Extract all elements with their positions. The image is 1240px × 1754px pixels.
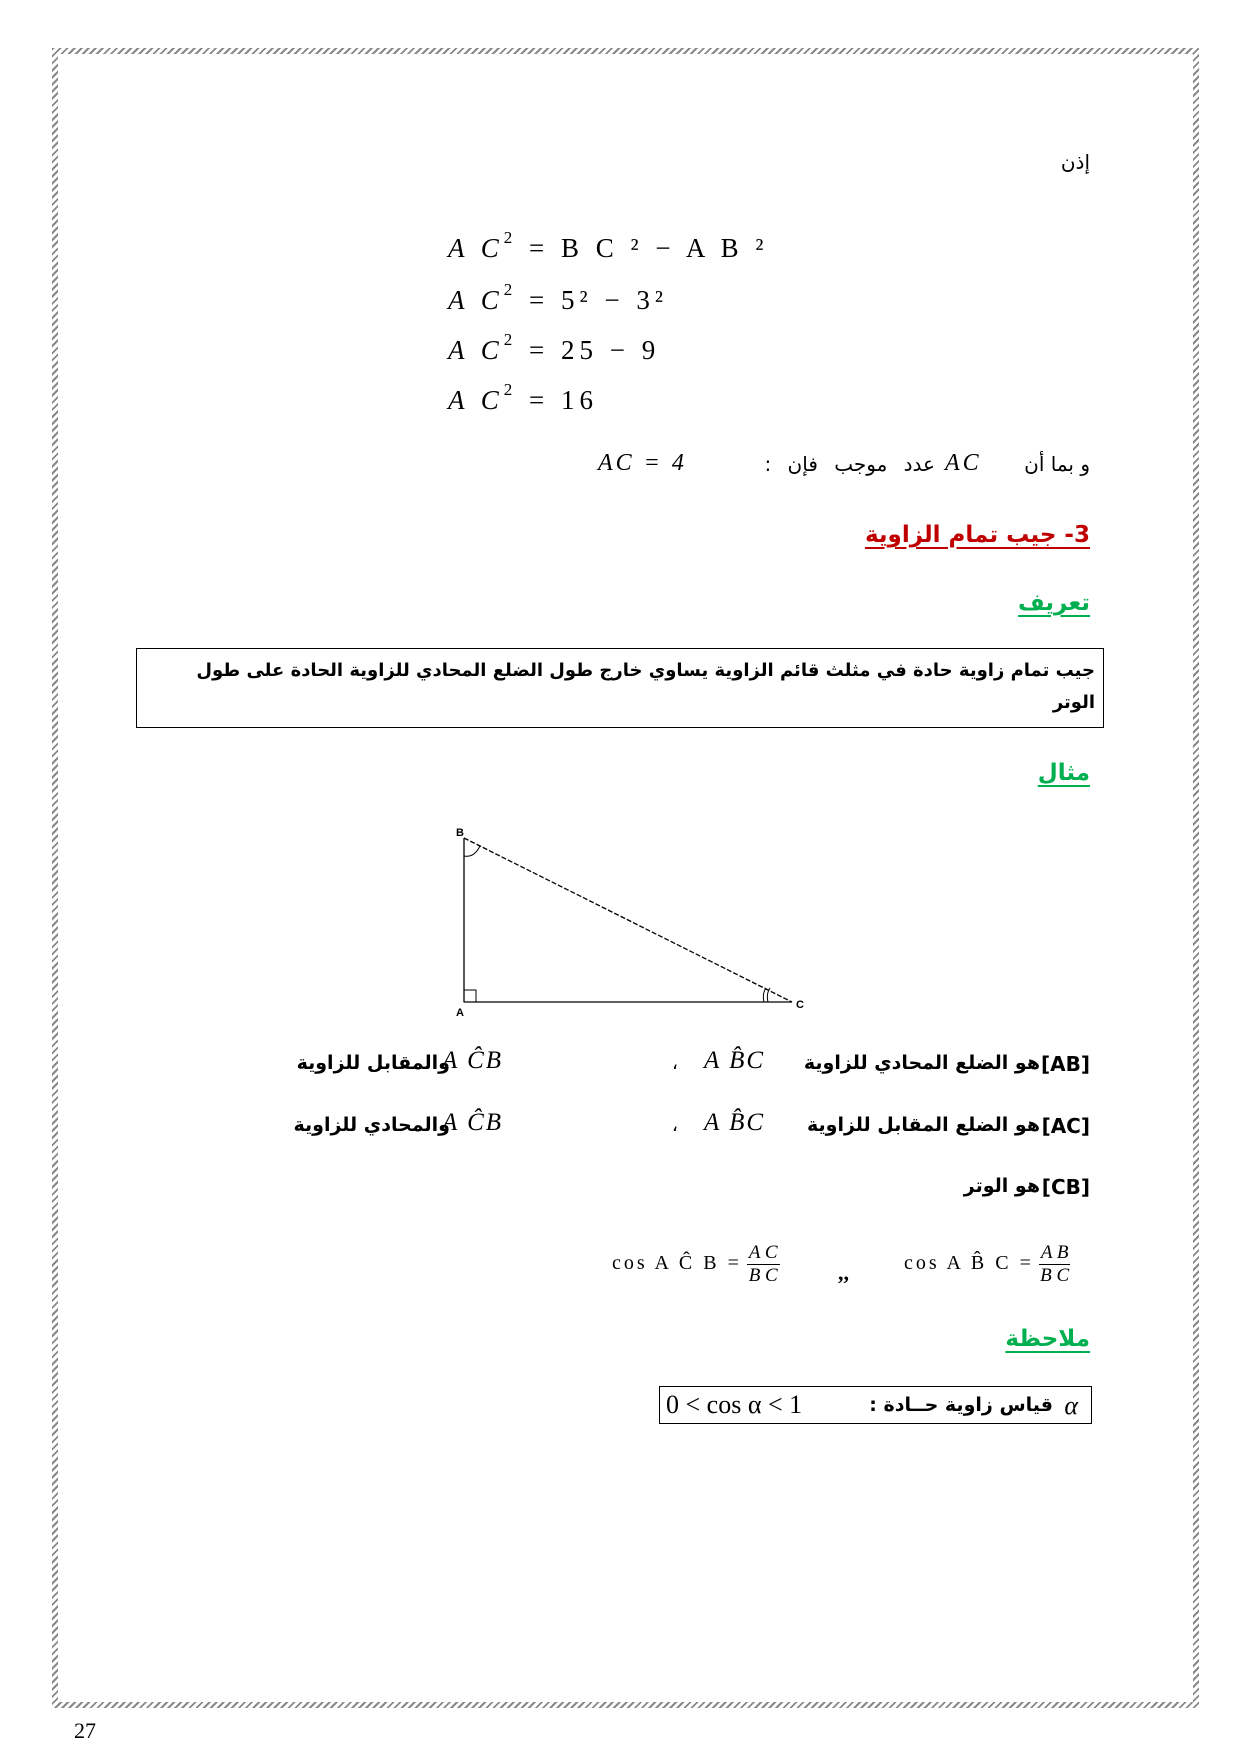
equation-1: A $C^2 = B$ C ² − A B ²	[448, 228, 769, 263]
label-a: A	[456, 1007, 464, 1018]
conclusion-ac: AC	[945, 450, 982, 476]
line-ab-angle2: A ĈB	[442, 1047, 504, 1074]
line-ab-sep: ،	[671, 1052, 678, 1074]
note-alpha: α	[1064, 1391, 1083, 1420]
frac-acb-num: A C	[748, 1242, 778, 1263]
conclusion-text: و بما أن	[1024, 452, 1090, 476]
cos-formula-acb: cos A Ĉ B = $\frac{\text{A C}}{\text{B C}}$	[612, 1242, 778, 1286]
line-ab-text2: والمقابل للزاوية	[296, 1052, 450, 1074]
cos-formula-abc: cos A B̂ C = $\frac{\text{A B}}{\text{B C}}$	[904, 1242, 1070, 1286]
line-ac-angle1: A B̂C	[704, 1109, 766, 1136]
right-triangle-figure	[440, 822, 820, 1018]
angle-b-arc	[464, 846, 480, 856]
example-title: مثال	[1037, 760, 1090, 786]
frac-acb-den: B C	[748, 1265, 778, 1286]
frac-abc-num: A B	[1040, 1242, 1069, 1263]
angle-c-arc	[763, 988, 770, 1002]
equation-2: A $C^2 = 5^2 - 3^2$	[448, 280, 668, 315]
note-title: ملاحظة	[1005, 1326, 1090, 1352]
side-bc	[464, 838, 792, 1002]
page-number: 27	[74, 1718, 96, 1743]
equation-4: A $C^2 = 16$	[448, 380, 598, 415]
line-ac-sep: ،	[671, 1114, 678, 1136]
line-cb-seg: [CB]	[1041, 1175, 1090, 1199]
right-angle-mark	[464, 990, 476, 1002]
label-b: B	[456, 827, 464, 839]
note-inequality: 0 < cos α < 1	[666, 1390, 803, 1419]
line-ac-text: هو الضلع المقابل للزاوية	[806, 1114, 1040, 1136]
section-title: 3- جيب تمام الزاوية	[864, 522, 1090, 548]
note-text: قياس زاوية حــادة :	[869, 1394, 1053, 1416]
label-c: C	[796, 999, 804, 1011]
definition-box	[136, 648, 1104, 728]
definition-text: جيب تمام زاوية حادة في مثلث قائم الزاوية يساوي خارج طول الضلع المحادي للزاوية الحادة على طول الوتر	[196, 660, 1095, 713]
intro-text: إذن	[1060, 150, 1090, 174]
formula-connector: ,,	[838, 1260, 849, 1285]
line-ac-angle2: A ĈB	[442, 1109, 504, 1136]
line-ab-seg: [AB]	[1040, 1052, 1090, 1076]
conclusion-result: AC = 4	[598, 450, 687, 476]
frac-abc-den: B C	[1040, 1265, 1070, 1286]
equation-3: A $C^2 = 25 - 9$	[448, 330, 661, 365]
line-cb-text: هو الوتر	[963, 1175, 1040, 1197]
line-ab-text: هو الضلع المحادي للزاوية	[803, 1052, 1040, 1074]
line-ab-angle1: A B̂C	[704, 1047, 766, 1074]
conclusion-rest: عدد موجب فإن :	[764, 452, 935, 476]
note-box	[659, 1386, 1092, 1424]
line-ac-seg: [AC]	[1041, 1114, 1090, 1138]
line-ac-text2: والمحادي للزاوية	[293, 1114, 450, 1136]
definition-title: تعريف	[1018, 590, 1090, 616]
